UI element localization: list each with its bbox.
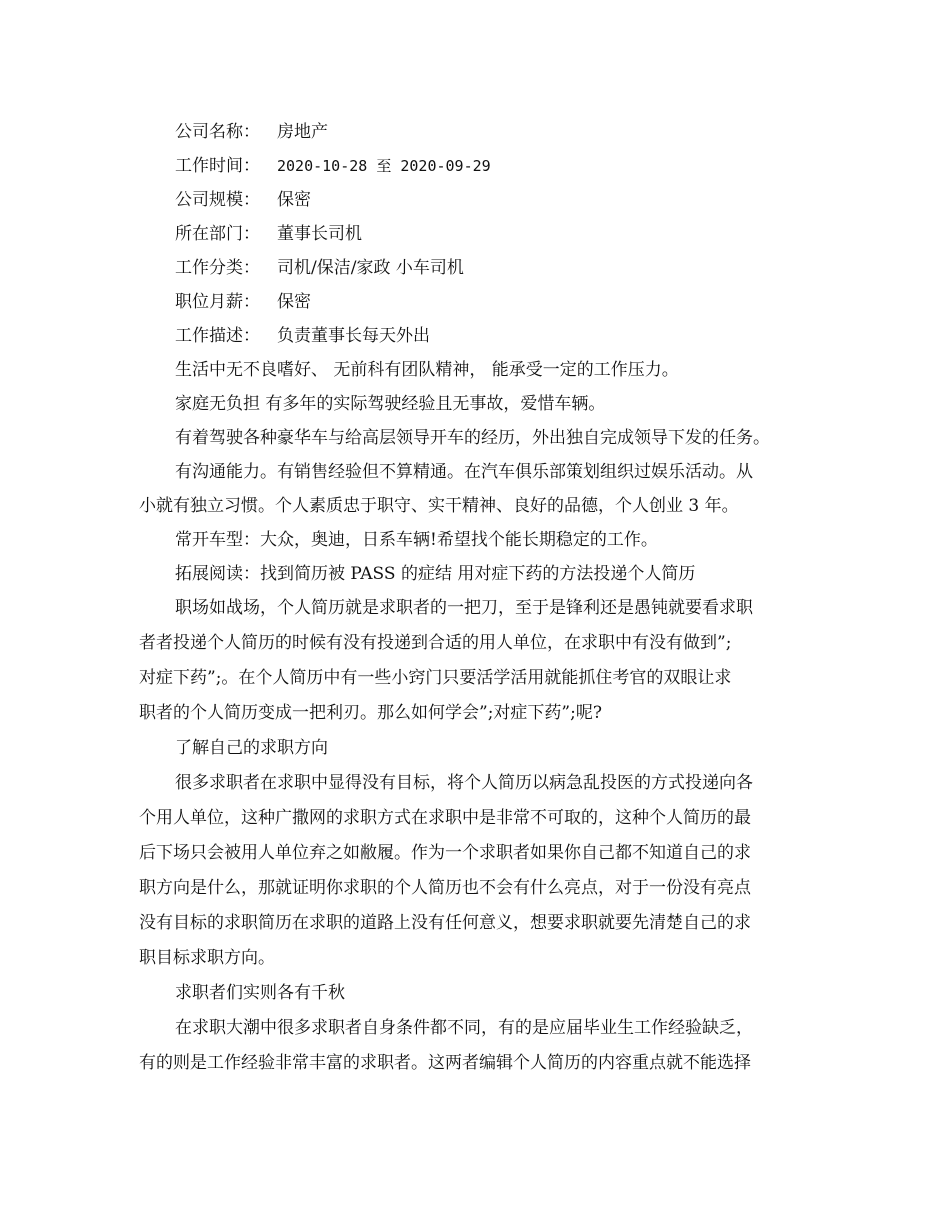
section-heading: 了解自己的求职方向 xyxy=(175,738,328,758)
body-line: 职者的个人简历变成一把利刃。那么如何学会”;对症下药”;呢? xyxy=(139,703,602,723)
body-line: 没有目标的求职简历在求职的道路上没有任何意义，想要求职就要先清楚自己的求 xyxy=(139,913,751,933)
body-line: 者者投递个人简历的时候有没有投递到合适的用人单位，在求职中有没有做到”; xyxy=(139,633,732,653)
section-heading: 求职者们实则各有千秋 xyxy=(175,983,345,1003)
body-line: 有的则是工作经验非常丰富的求职者。这两者编辑个人简历的内容重点就不能选择 xyxy=(139,1053,751,1073)
body-line: 家庭无负担 有多年的实际驾驶经验且无事故，爱惜车辆。 xyxy=(175,394,606,414)
body-line: 职方向是什么，那就证明你求职的个人简历也不会有什么亮点，对于一份没有亮点 xyxy=(139,878,751,898)
body-line: 小就有独立习惯。个人素质忠于职守、实干精神、良好的品德，个人创业 3 年。 xyxy=(139,496,739,516)
field-label: 所在部门： xyxy=(175,224,260,244)
field-label: 公司规模： xyxy=(175,190,260,210)
field-label: 公司名称： xyxy=(175,122,260,142)
field-department xyxy=(175,217,829,251)
body-line: 有沟通能力。有销售经验但不算精通。在汽车俱乐部策划组织过娱乐活动。从 xyxy=(175,462,753,482)
field-company-scale xyxy=(175,183,829,217)
field-value: 负责董事长每天外出 xyxy=(277,326,430,346)
field-value: 2020-10-28 至 2020-09-29 xyxy=(277,157,491,175)
field-salary xyxy=(175,285,829,319)
field-value: 房地产 xyxy=(277,122,328,142)
body-line: 个用人单位，这种广撒网的求职方式在求职中是非常不可取的，这种个人简历的最 xyxy=(139,808,751,828)
body-line: 对症下药”;。在个人简历中有一些小窍门只要活学活用就能抓住考官的双眼让求 xyxy=(139,668,732,688)
body-line: 常开车型：大众，奥迪，日系车辆!希望找个能长期稳定的工作。 xyxy=(175,530,658,550)
field-work-time xyxy=(175,149,829,183)
body-line: 生活中无不良嗜好、 无前科有团队精神， 能承受一定的工作压力。 xyxy=(175,360,679,380)
field-label: 职位月薪： xyxy=(175,292,260,312)
body-line: 职目标求职方向。 xyxy=(139,948,275,968)
field-company xyxy=(175,115,829,149)
body-line: 在求职大潮中很多求职者自身条件都不同，有的是应届毕业生工作经验缺乏， xyxy=(175,1018,753,1038)
field-description xyxy=(175,319,829,353)
field-value: 董事长司机 xyxy=(277,224,362,244)
section-heading: 拓展阅读：找到简历被 PASS 的症结 用对症下药的方法投递个人简历 xyxy=(175,564,696,584)
body-line: 后下场只会被用人单位弃之如敝履。作为一个求职者如果你自己都不知道自己的求 xyxy=(139,843,751,863)
field-label: 工作时间： xyxy=(175,156,260,176)
field-value: 司机/保洁/家政 小车司机 xyxy=(277,258,464,278)
body-line: 有着驾驶各种豪华车与给高层领导开车的经历，外出独自完成领导下发的任务。 xyxy=(175,428,770,448)
body-line: 很多求职者在求职中显得没有目标，将个人简历以病急乱投医的方式投递向各 xyxy=(175,773,753,793)
field-label: 工作描述： xyxy=(175,326,260,346)
field-value: 保密 xyxy=(277,292,311,312)
body-line: 职场如战场，个人简历就是求职者的一把刀，至于是锋利还是愚钝就要看求职 xyxy=(175,598,753,618)
field-category xyxy=(175,251,829,285)
field-value: 保密 xyxy=(277,190,311,210)
field-label: 工作分类： xyxy=(175,258,260,278)
